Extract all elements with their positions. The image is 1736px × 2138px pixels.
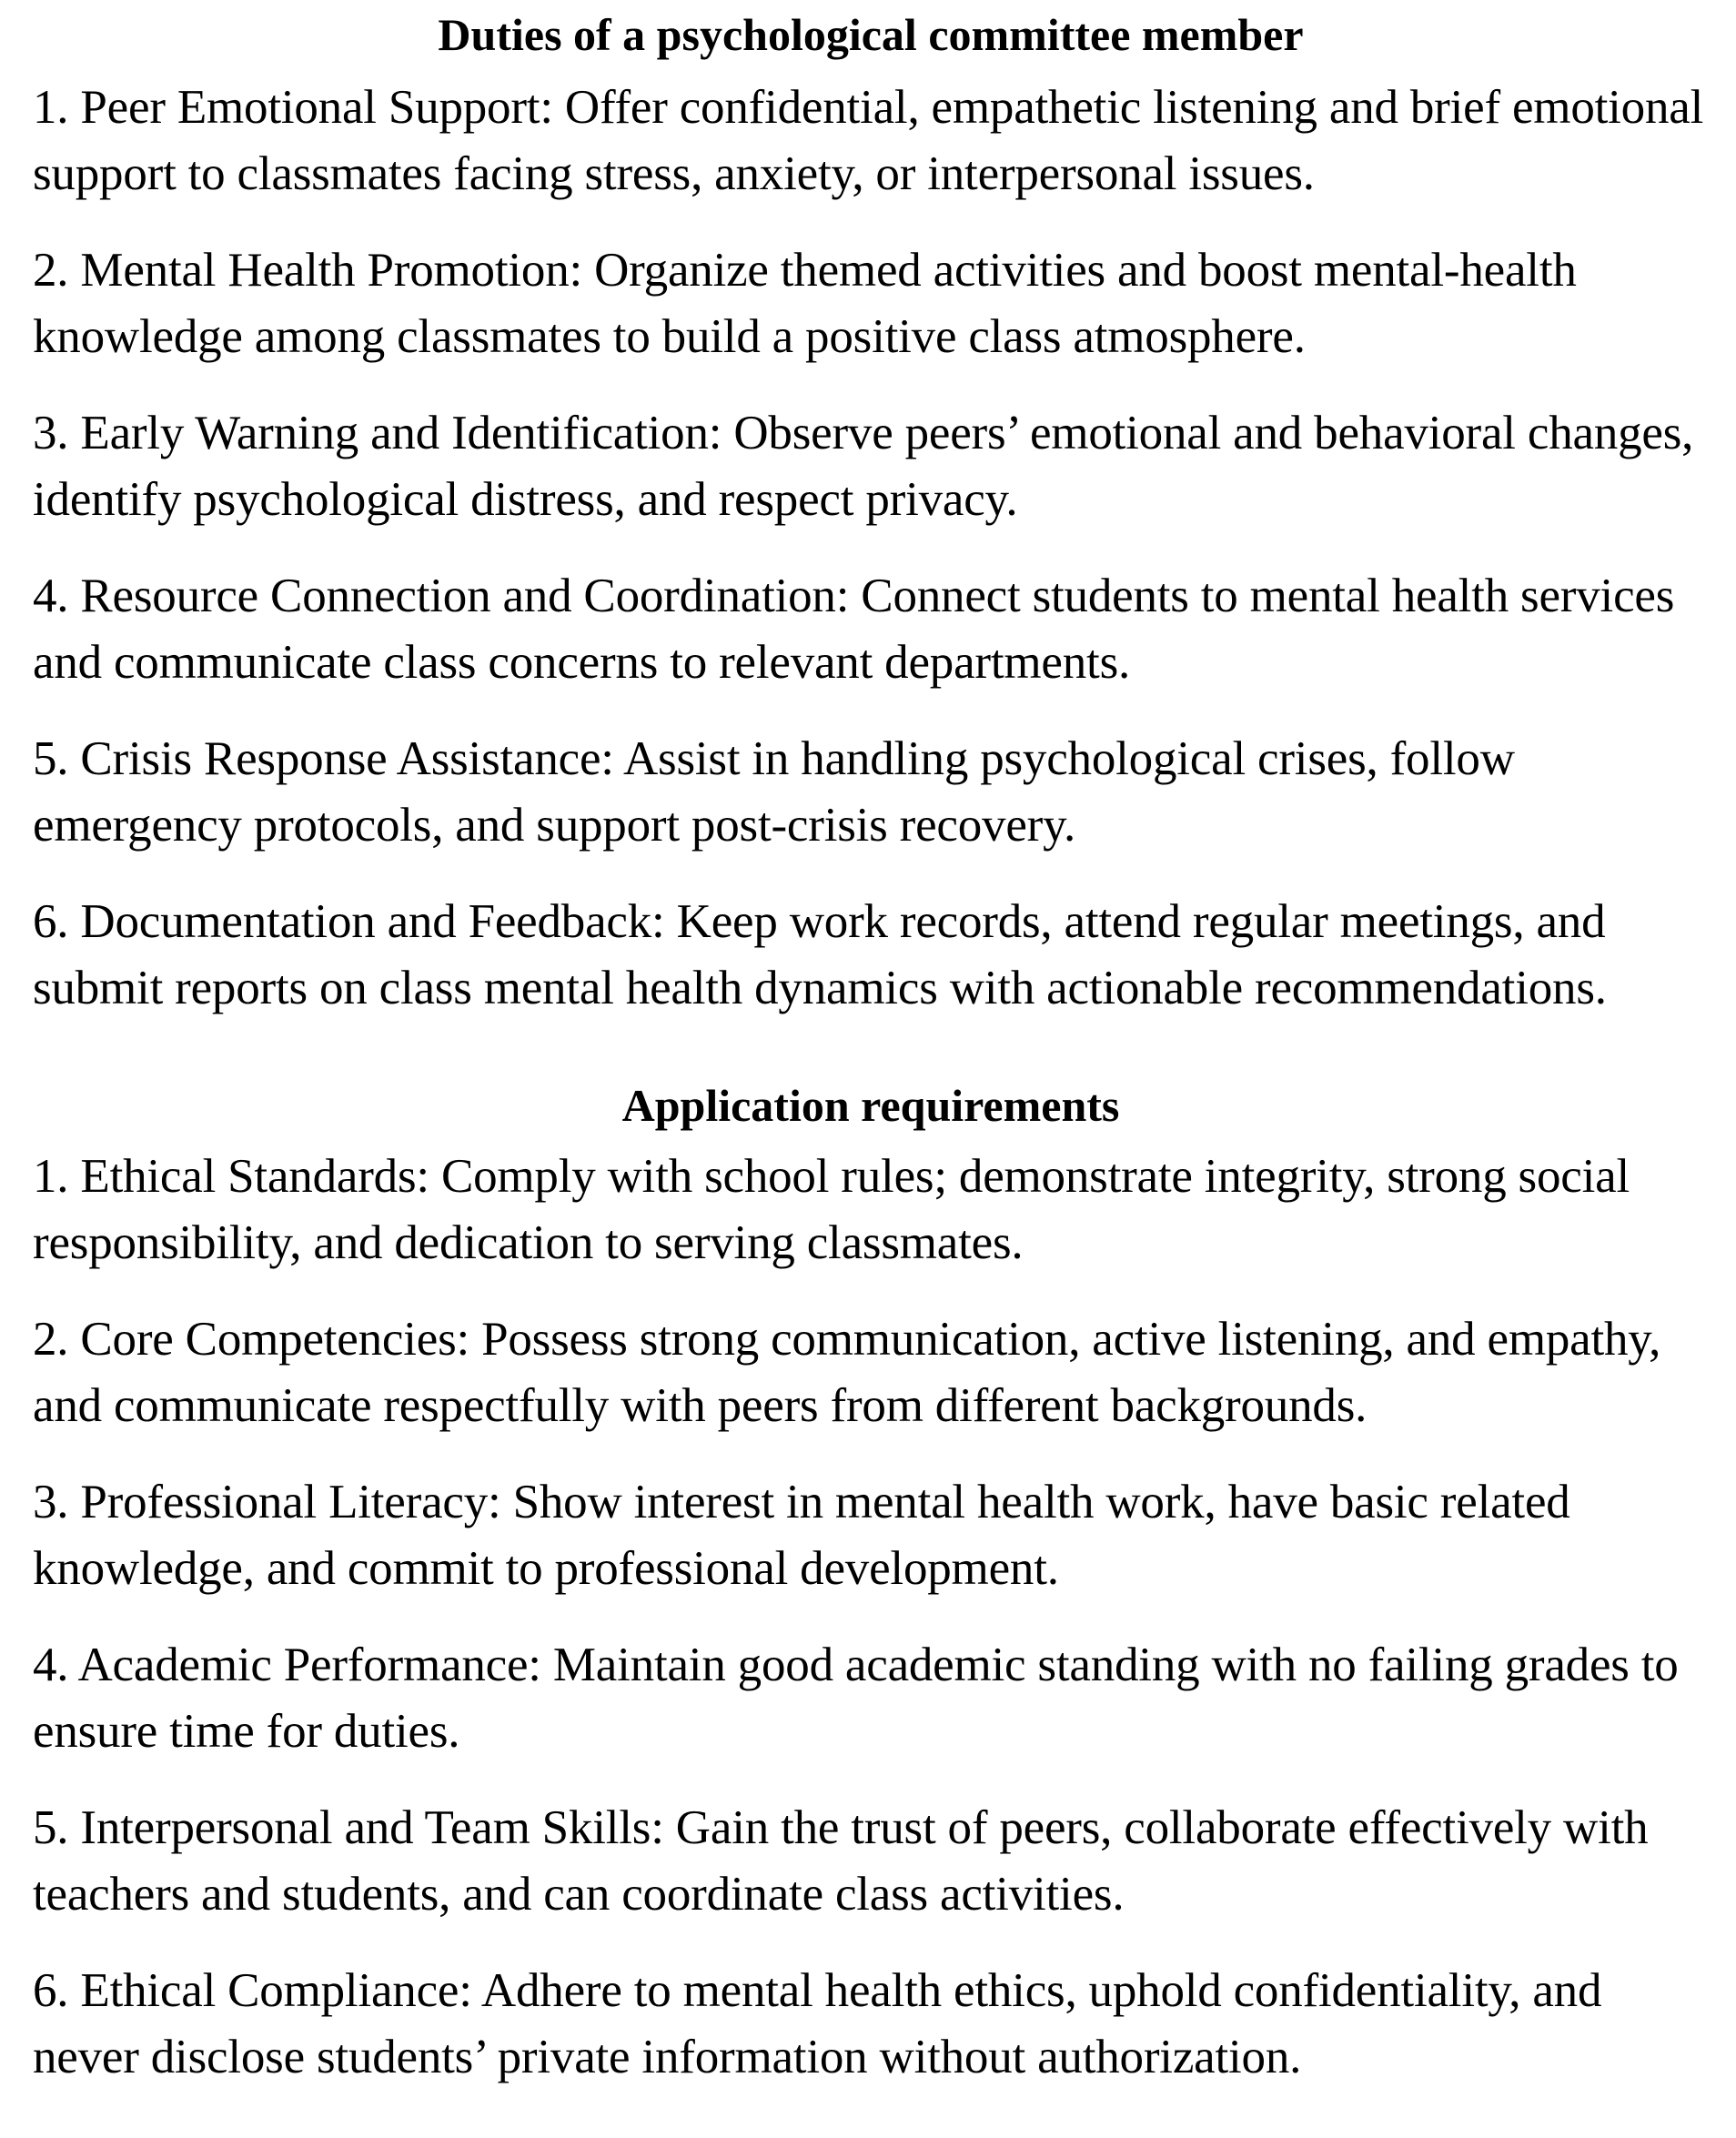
requirement-item: 5. Interpersonal and Team Skills: Gain the trust of peers, collaborate effectively with teachers and students, and can coordinate class activities.: [33, 1801, 1649, 1921]
requirement-item: 1. Ethical Standards: Comply with school rules; demonstrate integrity, strong social responsibility, and dedication to serving classmates.: [33, 1150, 1630, 1269]
duty-item: 6. Documentation and Feedback: Keep work records, attend regular meetings, and submit reports on class mental health dynamics with actionable recommendations.: [33, 895, 1607, 1014]
requirement-item: 2. Core Competencies: Possess strong communication, active listening, and empathy, and communicate respectfully with peers from different backgrounds.: [33, 1313, 1661, 1432]
requirements-section: [33, 1078, 1709, 2091]
duty-item: 5. Crisis Response Assistance: Assist in handling psychological crises, follow emergency protocols, and support post-crisis recovery.: [33, 732, 1515, 852]
requirement-item: 3. Professional Literacy: Show interest in mental health work, have basic related knowledge, and commit to professional development.: [33, 1476, 1570, 1595]
duty-item: 3. Early Warning and Identification: Observe peers’ emotional and behavioral changes, identify psychological distress, and respect privacy.: [33, 407, 1694, 526]
duty-item: 4. Resource Connection and Coordination: Connect students to mental health services and communicate class concerns to relevant departments.: [33, 570, 1675, 689]
document-page: [0, 7, 1736, 2091]
duty-item: 1. Peer Emotional Support: Offer confidential, empathetic listening and brief emotional support to classmates facing stress, anxiety, or interpersonal issues.: [33, 81, 1704, 200]
duty-item: 2. Mental Health Promotion: Organize themed activities and boost mental-health knowledge among classmates to build a positive class atmosphere.: [33, 244, 1577, 363]
duties-heading: Duties of a psychological committee member: [438, 9, 1304, 60]
requirement-item: 4. Academic Performance: Maintain good academic standing with no failing grades to ensure time for duties.: [33, 1639, 1679, 1758]
duties-section: [33, 7, 1709, 1022]
requirement-item: 6. Ethical Compliance: Adhere to mental health ethics, uphold confidentiality, and never disclose students’ private information without authorization.: [33, 1964, 1602, 2083]
requirements-heading: Application requirements: [621, 1080, 1120, 1131]
